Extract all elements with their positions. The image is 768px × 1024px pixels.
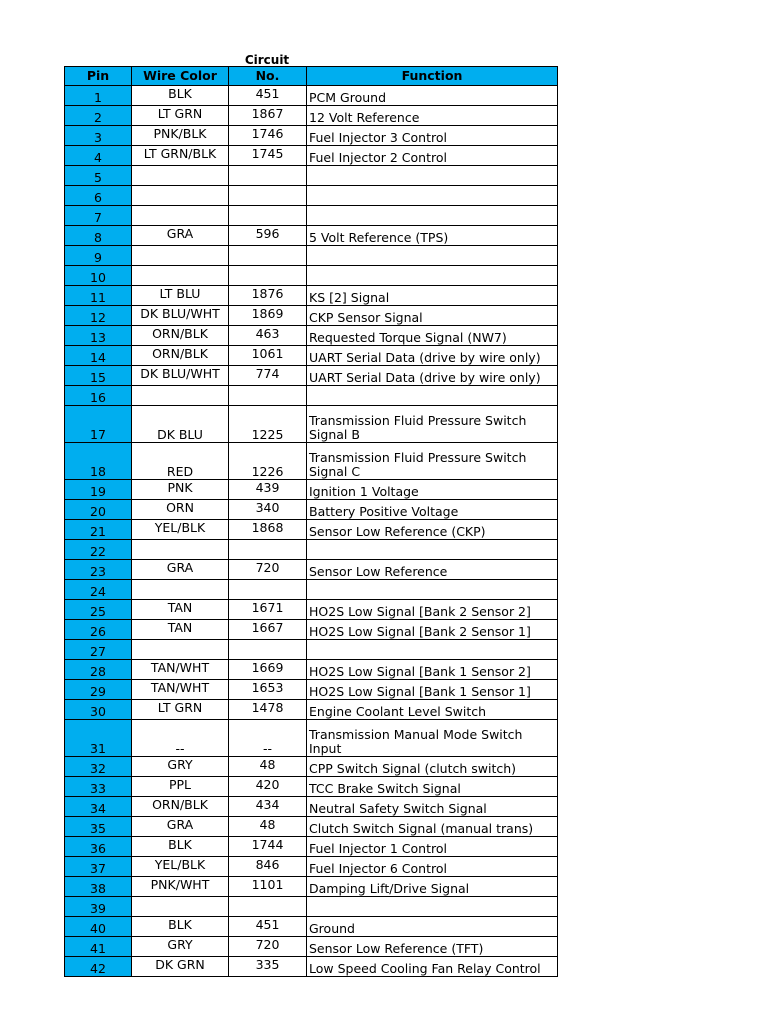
wire-color-cell: YEL/BLK bbox=[132, 857, 229, 877]
circuit-no-cell: 451 bbox=[229, 86, 307, 106]
wire-color-cell: GRY bbox=[132, 937, 229, 957]
function-cell: Ground bbox=[307, 917, 558, 937]
function-cell: CKP Sensor Signal bbox=[307, 306, 558, 326]
circuit-no-cell bbox=[229, 266, 307, 286]
function-cell: Engine Coolant Level Switch bbox=[307, 700, 558, 720]
function-cell bbox=[307, 166, 558, 186]
wire-color-cell: RED bbox=[132, 443, 229, 480]
function-cell: HO2S Low Signal [Bank 2 Sensor 2] bbox=[307, 600, 558, 620]
wire-color-cell: PNK/BLK bbox=[132, 126, 229, 146]
circuit-no-cell: 439 bbox=[229, 480, 307, 500]
pin-cell: 20 bbox=[65, 500, 132, 520]
circuit-no-cell bbox=[229, 580, 307, 600]
pin-cell: 16 bbox=[65, 386, 132, 406]
table-row bbox=[65, 126, 558, 146]
table-row bbox=[65, 660, 558, 680]
function-cell: Requested Torque Signal (NW7) bbox=[307, 326, 558, 346]
wire-color-cell: LT GRN bbox=[132, 700, 229, 720]
circuit-no-cell bbox=[229, 897, 307, 917]
wire-color-cell: LT BLU bbox=[132, 286, 229, 306]
table-row bbox=[65, 406, 558, 443]
table-row bbox=[65, 146, 558, 166]
wire-color-cell bbox=[132, 246, 229, 266]
function-cell: CPP Switch Signal (clutch switch) bbox=[307, 757, 558, 777]
pin-cell: 39 bbox=[65, 897, 132, 917]
table-row bbox=[65, 700, 558, 720]
wire-color-cell bbox=[132, 166, 229, 186]
circuit-no-cell: 463 bbox=[229, 326, 307, 346]
pin-cell: 15 bbox=[65, 366, 132, 386]
function-cell: 12 Volt Reference bbox=[307, 106, 558, 126]
wire-color-cell bbox=[132, 266, 229, 286]
function-cell: Sensor Low Reference (CKP) bbox=[307, 520, 558, 540]
wire-color-cell: DK GRN bbox=[132, 957, 229, 977]
function-cell: Transmission Fluid Pressure Switch Signal C bbox=[307, 443, 558, 480]
function-cell: Sensor Low Reference bbox=[307, 560, 558, 580]
function-column-header: Function bbox=[307, 67, 558, 86]
wire-color-cell: YEL/BLK bbox=[132, 520, 229, 540]
circuit-no-cell: 1669 bbox=[229, 660, 307, 680]
function-cell bbox=[307, 186, 558, 206]
wire-color-cell: TAN/WHT bbox=[132, 680, 229, 700]
wire-color-cell: LT GRN/BLK bbox=[132, 146, 229, 166]
circuit-no-cell: 1101 bbox=[229, 877, 307, 897]
wire-color-cell: -- bbox=[132, 720, 229, 757]
table-row bbox=[65, 246, 558, 266]
pin-cell: 25 bbox=[65, 600, 132, 620]
function-cell: 5 Volt Reference (TPS) bbox=[307, 226, 558, 246]
pin-cell: 4 bbox=[65, 146, 132, 166]
function-cell: Neutral Safety Switch Signal bbox=[307, 797, 558, 817]
circuit-no-cell: 1746 bbox=[229, 126, 307, 146]
table-row bbox=[65, 957, 558, 977]
table-row bbox=[65, 166, 558, 186]
function-cell: Clutch Switch Signal (manual trans) bbox=[307, 817, 558, 837]
circuit-no-cell: 335 bbox=[229, 957, 307, 977]
wire-color-cell: ORN/BLK bbox=[132, 326, 229, 346]
function-cell: TCC Brake Switch Signal bbox=[307, 777, 558, 797]
circuit-no-column-header: No. bbox=[229, 67, 307, 86]
function-cell bbox=[307, 206, 558, 226]
table-row bbox=[65, 640, 558, 660]
function-cell: Transmission Fluid Pressure Switch Signal B bbox=[307, 406, 558, 443]
pin-cell: 21 bbox=[65, 520, 132, 540]
pin-cell: 10 bbox=[65, 266, 132, 286]
function-cell: Transmission Manual Mode Switch Input bbox=[307, 720, 558, 757]
wire-color-cell: DK BLU/WHT bbox=[132, 366, 229, 386]
table-row bbox=[65, 520, 558, 540]
pin-cell: 37 bbox=[65, 857, 132, 877]
pin-cell: 1 bbox=[65, 86, 132, 106]
wire-color-cell bbox=[132, 540, 229, 560]
wire-color-cell: TAN bbox=[132, 600, 229, 620]
circuit-no-cell: 1869 bbox=[229, 306, 307, 326]
table-row bbox=[65, 560, 558, 580]
circuit-no-cell: 1671 bbox=[229, 600, 307, 620]
circuit-no-cell: 1226 bbox=[229, 443, 307, 480]
circuit-no-cell: 434 bbox=[229, 797, 307, 817]
circuit-no-cell: 1225 bbox=[229, 406, 307, 443]
table-row bbox=[65, 580, 558, 600]
pin-cell: 12 bbox=[65, 306, 132, 326]
table-row bbox=[65, 720, 558, 757]
function-cell: KS [2] Signal bbox=[307, 286, 558, 306]
pin-cell: 29 bbox=[65, 680, 132, 700]
table-row bbox=[65, 500, 558, 520]
function-cell bbox=[307, 897, 558, 917]
table-row bbox=[65, 266, 558, 286]
function-cell: Damping Lift/Drive Signal bbox=[307, 877, 558, 897]
wire-color-cell: DK BLU bbox=[132, 406, 229, 443]
pin-cell: 34 bbox=[65, 797, 132, 817]
circuit-no-cell bbox=[229, 206, 307, 226]
wire-color-cell bbox=[132, 206, 229, 226]
wire-color-cell: LT GRN bbox=[132, 106, 229, 126]
function-cell: Fuel Injector 1 Control bbox=[307, 837, 558, 857]
table-row bbox=[65, 226, 558, 246]
pin-cell: 19 bbox=[65, 480, 132, 500]
function-cell bbox=[307, 246, 558, 266]
circuit-no-cell: 1868 bbox=[229, 520, 307, 540]
table-row bbox=[65, 306, 558, 326]
pin-cell: 14 bbox=[65, 346, 132, 366]
circuit-no-cell bbox=[229, 386, 307, 406]
pin-cell: 32 bbox=[65, 757, 132, 777]
pin-cell: 30 bbox=[65, 700, 132, 720]
table-row bbox=[65, 206, 558, 226]
function-cell bbox=[307, 266, 558, 286]
circuit-no-cell: -- bbox=[229, 720, 307, 757]
function-cell: Fuel Injector 3 Control bbox=[307, 126, 558, 146]
circuit-no-cell: 720 bbox=[229, 937, 307, 957]
function-cell: Ignition 1 Voltage bbox=[307, 480, 558, 500]
circuit-no-cell: 1667 bbox=[229, 620, 307, 640]
circuit-no-cell: 48 bbox=[229, 757, 307, 777]
table-row bbox=[65, 366, 558, 386]
circuit-no-cell: 720 bbox=[229, 560, 307, 580]
table-row bbox=[65, 837, 558, 857]
circuit-no-cell: 1478 bbox=[229, 700, 307, 720]
circuit-no-cell: 774 bbox=[229, 366, 307, 386]
pin-cell: 36 bbox=[65, 837, 132, 857]
pin-cell: 23 bbox=[65, 560, 132, 580]
circuit-no-cell: 420 bbox=[229, 777, 307, 797]
circuit-no-cell: 1744 bbox=[229, 837, 307, 857]
pin-cell: 31 bbox=[65, 720, 132, 757]
wire-color-cell: GRA bbox=[132, 817, 229, 837]
function-cell: UART Serial Data (drive by wire only) bbox=[307, 366, 558, 386]
wire-color-cell: GRA bbox=[132, 560, 229, 580]
table-row bbox=[65, 877, 558, 897]
circuit-no-cell: 1745 bbox=[229, 146, 307, 166]
wire-color-cell bbox=[132, 897, 229, 917]
table-row bbox=[65, 897, 558, 917]
pin-cell: 42 bbox=[65, 957, 132, 977]
pin-cell: 24 bbox=[65, 580, 132, 600]
table-row bbox=[65, 797, 558, 817]
circuit-no-cell: 846 bbox=[229, 857, 307, 877]
table-row bbox=[65, 86, 558, 106]
wire-color-cell: PNK/WHT bbox=[132, 877, 229, 897]
circuit-no-cell bbox=[229, 246, 307, 266]
function-cell: Fuel Injector 6 Control bbox=[307, 857, 558, 877]
pin-cell: 40 bbox=[65, 917, 132, 937]
pin-cell: 35 bbox=[65, 817, 132, 837]
wire-color-cell: ORN/BLK bbox=[132, 797, 229, 817]
table-row bbox=[65, 620, 558, 640]
circuit-no-cell bbox=[229, 166, 307, 186]
wire-color-cell bbox=[132, 386, 229, 406]
wire-color-cell: PNK bbox=[132, 480, 229, 500]
wire-color-cell bbox=[132, 186, 229, 206]
pin-cell: 41 bbox=[65, 937, 132, 957]
circuit-no-cell: 1876 bbox=[229, 286, 307, 306]
table-row bbox=[65, 817, 558, 837]
wire-color-cell: TAN bbox=[132, 620, 229, 640]
function-cell: Fuel Injector 2 Control bbox=[307, 146, 558, 166]
wire-color-cell: ORN/BLK bbox=[132, 346, 229, 366]
pin-cell: 7 bbox=[65, 206, 132, 226]
table-row bbox=[65, 106, 558, 126]
wire-color-column-header: Wire Color bbox=[132, 67, 229, 86]
circuit-no-cell bbox=[229, 186, 307, 206]
circuit-no-cell: 1061 bbox=[229, 346, 307, 366]
table-row bbox=[65, 386, 558, 406]
wire-color-cell: PPL bbox=[132, 777, 229, 797]
wire-color-cell: GRA bbox=[132, 226, 229, 246]
wire-color-cell: BLK bbox=[132, 837, 229, 857]
pin-cell: 3 bbox=[65, 126, 132, 146]
wire-color-cell: ORN bbox=[132, 500, 229, 520]
pin-cell: 27 bbox=[65, 640, 132, 660]
pin-cell: 6 bbox=[65, 186, 132, 206]
table-header bbox=[65, 67, 558, 86]
pin-cell: 8 bbox=[65, 226, 132, 246]
table-body bbox=[65, 86, 558, 977]
pin-column-header: Pin bbox=[65, 67, 132, 86]
pin-cell: 28 bbox=[65, 660, 132, 680]
table-row bbox=[65, 777, 558, 797]
table-row bbox=[65, 443, 558, 480]
circuit-no-cell bbox=[229, 540, 307, 560]
function-cell: HO2S Low Signal [Bank 2 Sensor 1] bbox=[307, 620, 558, 640]
table-row bbox=[65, 480, 558, 500]
function-cell bbox=[307, 640, 558, 660]
circuit-no-cell: 596 bbox=[229, 226, 307, 246]
circuit-no-cell: 48 bbox=[229, 817, 307, 837]
pin-cell: 26 bbox=[65, 620, 132, 640]
function-cell: Sensor Low Reference (TFT) bbox=[307, 937, 558, 957]
header-row bbox=[65, 67, 558, 86]
pin-cell: 11 bbox=[65, 286, 132, 306]
function-cell bbox=[307, 580, 558, 600]
pin-cell: 5 bbox=[65, 166, 132, 186]
pinout-table bbox=[64, 66, 558, 977]
table-row bbox=[65, 186, 558, 206]
function-cell bbox=[307, 386, 558, 406]
pin-cell: 22 bbox=[65, 540, 132, 560]
table-row bbox=[65, 346, 558, 366]
table-row bbox=[65, 286, 558, 306]
pin-cell: 38 bbox=[65, 877, 132, 897]
function-cell: Low Speed Cooling Fan Relay Control bbox=[307, 957, 558, 977]
pin-cell: 33 bbox=[65, 777, 132, 797]
wire-color-cell bbox=[132, 640, 229, 660]
table-row bbox=[65, 857, 558, 877]
pin-cell: 17 bbox=[65, 406, 132, 443]
table-row bbox=[65, 600, 558, 620]
pin-cell: 13 bbox=[65, 326, 132, 346]
circuit-no-cell: 340 bbox=[229, 500, 307, 520]
circuit-no-cell: 1867 bbox=[229, 106, 307, 126]
function-cell: HO2S Low Signal [Bank 1 Sensor 1] bbox=[307, 680, 558, 700]
wire-color-cell: TAN/WHT bbox=[132, 660, 229, 680]
pin-cell: 18 bbox=[65, 443, 132, 480]
function-cell bbox=[307, 540, 558, 560]
table-row bbox=[65, 326, 558, 346]
function-cell: UART Serial Data (drive by wire only) bbox=[307, 346, 558, 366]
function-cell: Battery Positive Voltage bbox=[307, 500, 558, 520]
table-row bbox=[65, 937, 558, 957]
table-row bbox=[65, 757, 558, 777]
wire-color-cell: BLK bbox=[132, 86, 229, 106]
pin-cell: 2 bbox=[65, 106, 132, 126]
wire-color-cell: GRY bbox=[132, 757, 229, 777]
function-cell: HO2S Low Signal [Bank 1 Sensor 2] bbox=[307, 660, 558, 680]
circuit-no-cell bbox=[229, 640, 307, 660]
wire-color-cell bbox=[132, 580, 229, 600]
wire-color-cell: BLK bbox=[132, 917, 229, 937]
table-row bbox=[65, 540, 558, 560]
circuit-no-cell: 451 bbox=[229, 917, 307, 937]
function-cell: PCM Ground bbox=[307, 86, 558, 106]
wire-color-cell: DK BLU/WHT bbox=[132, 306, 229, 326]
table-row bbox=[65, 680, 558, 700]
circuit-column-header-top: Circuit bbox=[244, 53, 290, 67]
pin-cell: 9 bbox=[65, 246, 132, 266]
circuit-no-cell: 1653 bbox=[229, 680, 307, 700]
table-row bbox=[65, 917, 558, 937]
